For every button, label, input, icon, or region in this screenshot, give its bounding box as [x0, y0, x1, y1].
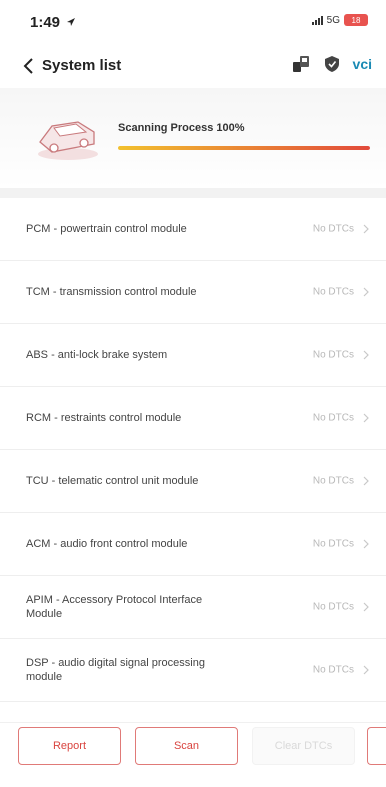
signal-icon — [312, 15, 323, 25]
module-name: PCM - powertrain control module — [26, 223, 187, 235]
chevron-right-icon — [363, 476, 369, 486]
module-status: No DTCs — [312, 349, 354, 361]
module-status: No DTCs — [312, 601, 354, 613]
list-item[interactable] — [0, 513, 386, 576]
scan-progress-fill — [118, 146, 370, 150]
list-item[interactable] — [0, 198, 386, 261]
bottom-action-bar — [0, 722, 386, 787]
module-list — [0, 198, 386, 765]
chevron-right-icon — [363, 224, 369, 234]
page-title: System list — [42, 57, 122, 74]
module-status: No DTCs — [312, 223, 354, 235]
more-button[interactable] — [367, 727, 386, 765]
battery-icon — [344, 14, 368, 26]
status-time — [30, 14, 76, 31]
device-icon[interactable] — [291, 54, 311, 74]
module-name: ABS - anti-lock brake system — [26, 349, 168, 361]
status-indicators — [312, 14, 368, 26]
scan-card — [0, 88, 386, 188]
nav-actions — [291, 54, 372, 74]
module-name: TCU - telematic control unit module — [26, 475, 199, 487]
status-bar — [0, 0, 386, 44]
module-status: No DTCs — [312, 475, 354, 487]
chevron-right-icon — [363, 539, 369, 549]
chevron-right-icon — [363, 602, 369, 612]
chevron-right-icon — [363, 665, 369, 675]
module-status: No DTCs — [312, 412, 354, 424]
shield-icon[interactable] — [323, 55, 341, 73]
scan-progress-bar — [118, 146, 370, 150]
module-status: No DTCs — [312, 538, 354, 550]
module-status: No DTCs — [312, 664, 354, 676]
module-status: No DTCs — [312, 286, 354, 298]
list-item[interactable] — [0, 387, 386, 450]
clear-dtcs-button[interactable]: Clear DTCs — [252, 727, 355, 765]
list-item[interactable] — [0, 639, 386, 702]
module-name: TCM - transmission control module — [26, 286, 197, 298]
nav-bar — [0, 44, 386, 88]
module-name: APIM - Accessory Protocol Interface Module — [26, 594, 203, 620]
section-divider — [0, 188, 386, 198]
chevron-right-icon — [363, 350, 369, 360]
report-button[interactable]: Report — [18, 727, 121, 765]
battery-level: 18 — [351, 15, 361, 25]
module-name: RCM - restraints control module — [26, 412, 182, 424]
chevron-right-icon — [363, 413, 369, 423]
clock-text: 1:49 — [30, 14, 61, 31]
list-item[interactable] — [0, 450, 386, 513]
network-label: 5G — [326, 14, 340, 26]
back-icon[interactable] — [22, 56, 36, 76]
chevron-right-icon — [363, 287, 369, 297]
module-name: DSP - audio digital signal processing module — [26, 657, 205, 683]
location-arrow-icon — [66, 17, 76, 27]
list-item[interactable] — [0, 261, 386, 324]
vci-link[interactable]: vci — [352, 56, 372, 72]
module-name: ACM - audio front control module — [26, 538, 188, 550]
scan-button[interactable]: Scan — [135, 727, 238, 765]
car-icon — [32, 108, 102, 164]
list-item[interactable] — [0, 324, 386, 387]
scan-title: Scanning Process 100% — [118, 122, 245, 134]
list-item[interactable] — [0, 576, 386, 639]
